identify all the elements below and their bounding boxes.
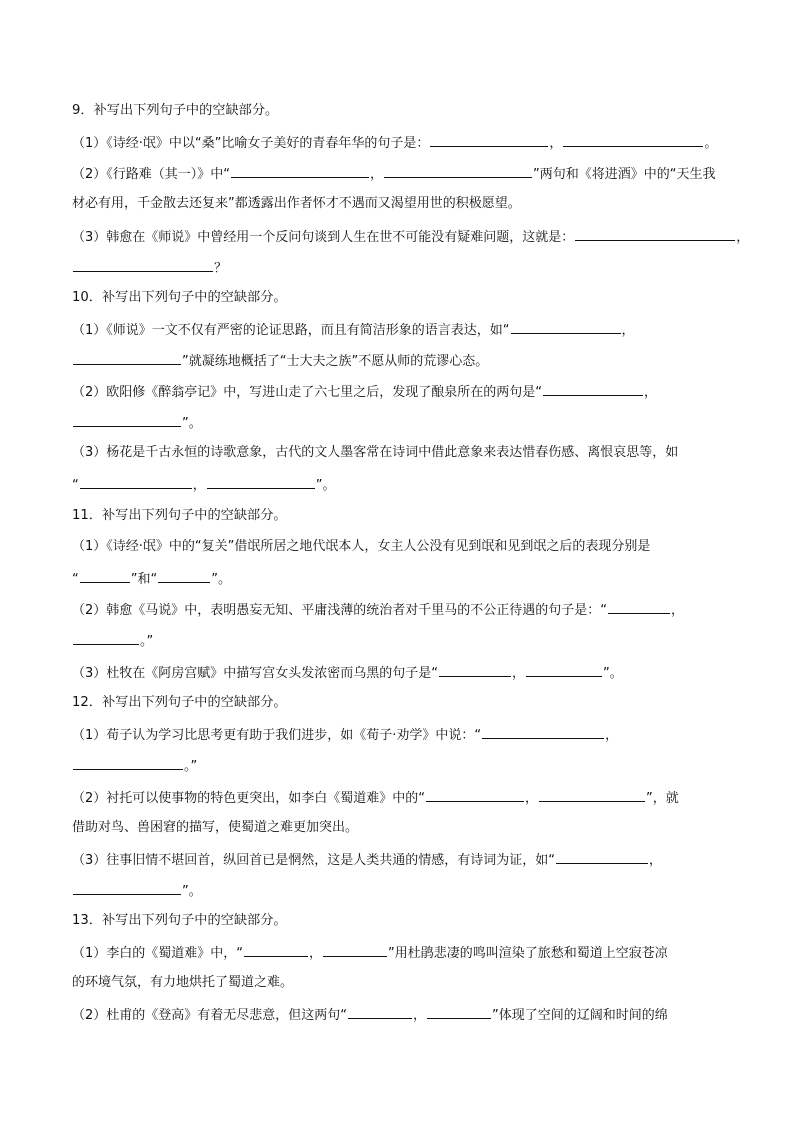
answer-blank[interactable] <box>244 944 308 957</box>
answer-blank[interactable] <box>439 664 511 677</box>
text: “ <box>72 478 79 493</box>
answer-blank[interactable] <box>482 726 604 739</box>
question-12-item-1-cont <box>72 757 724 775</box>
text: 。 <box>704 136 718 151</box>
text: ”两句和《将进酒》中的“天生我 <box>533 167 716 182</box>
question-9-item-3-cont <box>72 259 724 277</box>
question-10-item-2-cont <box>72 414 724 432</box>
text: （1）《诗经·氓》中以“桑”比喻女子美好的青春年华的句子是： <box>72 136 430 151</box>
text: ”。 <box>211 572 231 587</box>
question-10-item-3 <box>72 445 724 463</box>
text: ”，就 <box>646 791 679 806</box>
text: ， <box>644 385 658 400</box>
text: ， <box>605 728 619 743</box>
answer-blank[interactable] <box>430 134 548 147</box>
answer-blank[interactable] <box>511 321 621 334</box>
text: “ <box>72 572 79 587</box>
text: （3）往事旧情不堪回首，纵回首已是惘然，这是人类共通的情感，有诗词为证，如“ <box>72 853 556 868</box>
text: ， <box>309 946 323 961</box>
text: 材必有用，千金散去还复来”都透露出作者怀才不遇而又渴望用世的积极愿望。 <box>72 196 521 211</box>
text: ”。 <box>182 416 202 431</box>
question-10-item-1 <box>72 321 724 339</box>
text: （1）《师说》一文不仅有严密的论证思路，而且有简洁形象的语言表达，如“ <box>72 323 510 338</box>
answer-blank[interactable] <box>563 134 703 147</box>
question-9-heading: 9．补写出下列句子中的空缺部分。 <box>72 103 279 118</box>
text: ”用杜鹃悲凄的鸣叫渲染了旅愁和蜀道上空寂苍凉 <box>388 946 668 961</box>
answer-blank[interactable] <box>575 228 735 241</box>
answer-blank[interactable] <box>539 789 645 802</box>
answer-blank[interactable] <box>427 1006 491 1019</box>
text: ”就凝练地概括了“士大夫之族”不愿从师的荒谬心态。 <box>182 354 489 369</box>
text: （2）韩愈《马说》中，表明愚妄无知、平庸浅薄的统治者对千里马的不公正待遇的句子是：“ <box>72 603 608 618</box>
question-12-heading: 12．补写出下列句子中的空缺部分。 <box>72 695 287 710</box>
question-11-item-2 <box>72 601 724 619</box>
text: 借助对鸟、兽困窘的描写，使蜀道之难更加突出。 <box>72 820 359 835</box>
text: 。” <box>184 759 198 774</box>
text: ， <box>512 666 526 681</box>
answer-blank[interactable] <box>158 570 210 583</box>
answer-blank[interactable] <box>73 352 181 365</box>
answer-blank[interactable] <box>80 570 130 583</box>
text: 的环境气氛，有力地烘托了蜀道之难。 <box>72 975 294 990</box>
question-11-item-1-cont <box>72 570 724 588</box>
question-11-item-3 <box>72 664 724 682</box>
question-13-item-1-cont <box>72 975 724 993</box>
question-13-item-2 <box>72 1006 724 1024</box>
answer-blank[interactable] <box>73 882 181 895</box>
answer-blank[interactable] <box>73 757 183 770</box>
text: （2）衬托可以使事物的特色更突出，如李白《蜀道难》中的“ <box>72 791 426 806</box>
text: ”。 <box>315 478 336 493</box>
text: ”。 <box>603 666 623 681</box>
answer-blank[interactable] <box>608 601 670 614</box>
question-10-item-1-cont <box>72 352 724 370</box>
question-9-item-3 <box>72 228 750 246</box>
text: （3）韩愈在《师说》中曾经用一个反问句谈到人生在世不可能没有疑难问题，这就是： <box>72 230 575 245</box>
text: ， <box>649 853 663 868</box>
question-9-item-2 <box>72 165 724 183</box>
text: ， <box>525 791 539 806</box>
text: ， <box>549 136 563 151</box>
text: ， <box>736 230 750 245</box>
text: ”体现了空间的辽阔和时间的绵 <box>492 1008 668 1023</box>
answer-blank[interactable] <box>73 259 213 272</box>
question-12-item-3-cont <box>72 882 724 900</box>
answer-blank[interactable] <box>80 476 192 489</box>
text: （2）《行路难（其一）》中“ <box>72 167 231 182</box>
question-12-item-2-cont <box>72 820 724 838</box>
question-10-heading: 10．补写出下列句子中的空缺部分。 <box>72 290 287 305</box>
question-12-item-2 <box>72 789 724 807</box>
answer-blank[interactable] <box>231 165 369 178</box>
answer-blank[interactable] <box>73 414 181 427</box>
text: （2）欧阳修《醉翁亭记》中，写进山走了六七里之后，发现了酿泉所在的两句是“ <box>72 385 543 400</box>
answer-blank[interactable] <box>556 851 648 864</box>
question-12-item-3 <box>72 851 724 869</box>
text: ， <box>192 478 206 493</box>
text: （3）杨花是千古永恒的诗歌意象，古代的文人墨客常在诗词中借此意象来表达惜春伤感、离恨哀思等，如 <box>72 445 679 460</box>
answer-blank[interactable] <box>207 476 315 489</box>
text: （1）《诗经·氓》中的“复关”借氓所居之地代氓本人，女主人公没有见到氓和见到氓之后的表现分别是 <box>72 539 651 554</box>
answer-blank[interactable] <box>348 1006 412 1019</box>
text: ？ <box>214 261 228 276</box>
text: （1）荀子认为学习比思考更有助于我们进步，如《荀子·劝学》中说：“ <box>72 728 482 743</box>
text: 。” <box>140 634 154 649</box>
text: ， <box>413 1008 427 1023</box>
text: ， <box>671 603 685 618</box>
question-13-heading: 13．补写出下列句子中的空缺部分。 <box>72 913 287 928</box>
answer-blank[interactable] <box>323 944 387 957</box>
answer-blank[interactable] <box>543 383 643 396</box>
text: （1）李白的《蜀道难》中，“ <box>72 946 244 961</box>
answer-blank[interactable] <box>526 664 602 677</box>
answer-blank[interactable] <box>426 789 524 802</box>
question-11-item-2-cont <box>72 632 724 650</box>
question-13-item-1 <box>72 944 724 962</box>
text: （2）杜甫的《登高》有着无尽悲意，但这两句“ <box>72 1008 348 1023</box>
question-10-item-2 <box>72 383 724 401</box>
answer-blank[interactable] <box>384 165 532 178</box>
question-12-item-1 <box>72 726 724 744</box>
text: ， <box>621 323 635 338</box>
text: ”和“ <box>130 572 158 587</box>
question-11-item-1 <box>72 539 724 557</box>
text: ， <box>370 167 384 182</box>
question-11-heading: 11．补写出下列句子中的空缺部分。 <box>72 508 287 523</box>
text: （3）杜牧在《阿房宫赋》中描写宫女头发浓密而乌黑的句子是“ <box>72 666 439 681</box>
question-9-item-1 <box>72 134 724 152</box>
text: ”。 <box>182 884 202 899</box>
answer-blank[interactable] <box>73 632 139 645</box>
question-9-item-2-cont <box>72 196 724 214</box>
question-10-item-3-cont <box>72 476 724 494</box>
